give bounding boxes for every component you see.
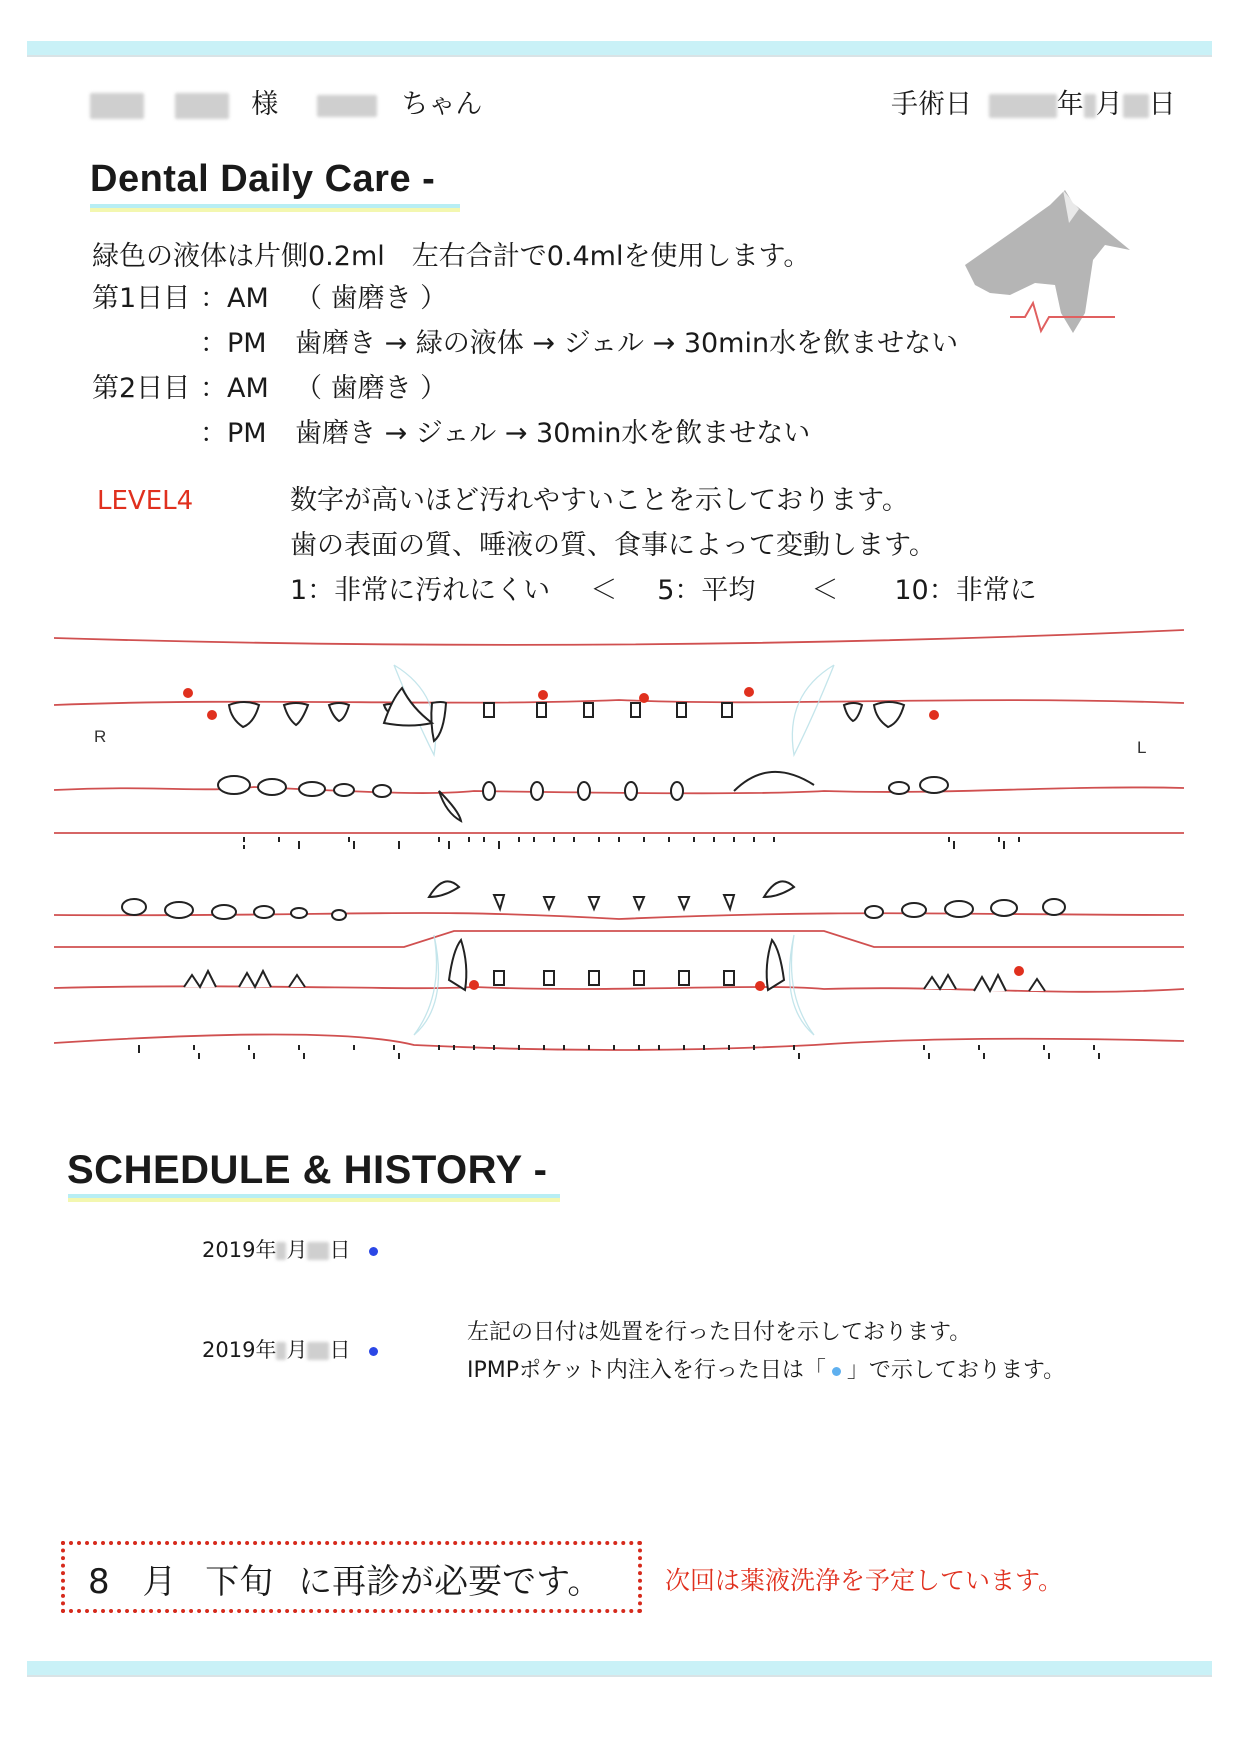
upper-incisor [537, 703, 546, 717]
tooth-outline [790, 935, 815, 1035]
chart-outline-lower-bottom [54, 1034, 1184, 1050]
schedule-time: ：AM [200, 373, 269, 404]
honorific-sama: 様 [251, 89, 279, 120]
level-label: LEVEL4 [97, 486, 194, 516]
scale-high: 10：非常に [894, 575, 1037, 606]
upper-tooth [329, 703, 349, 721]
lower-canine [449, 940, 466, 990]
schedule-row-3 [92, 366, 447, 411]
schedule-time: ：PM [200, 328, 267, 359]
lower-canine [767, 940, 784, 990]
redacted-day [307, 1242, 329, 1260]
schedule-text: （ 歯磨き ） [295, 283, 448, 314]
lower-premolar [289, 975, 305, 987]
next-visit-period: 下旬 [205, 1562, 274, 1602]
upper-canine [431, 702, 446, 741]
history-date-2 [202, 1334, 378, 1364]
lower-molar [254, 906, 274, 918]
surgery-date-label: 手術日 [891, 89, 972, 120]
upper-incisor [722, 703, 732, 717]
history-year: 2019年 [202, 1338, 277, 1362]
upper-tooth [284, 703, 308, 725]
chart-outline-upper-top [54, 630, 1184, 645]
lower-canine-tip [429, 881, 459, 897]
lower-premolar [1029, 979, 1045, 991]
scale-mid: 5：平均 [657, 575, 756, 606]
history-note-line-1: 左記の日付は処置を行った日付を示しております。 [467, 1320, 972, 1345]
upper-tooth [229, 702, 259, 727]
marked-tooth-dot [639, 693, 649, 703]
schedule-history-title: SCHEDULE & HISTORY - [67, 1148, 548, 1192]
upper-molar [373, 785, 391, 797]
history-month: 月 [286, 1338, 308, 1362]
marked-tooth-dot [469, 980, 479, 990]
surgery-date-line [891, 82, 1176, 121]
lower-incisor [724, 971, 734, 985]
chart-side-left: L [1137, 738, 1147, 757]
lower-molar [991, 900, 1017, 916]
gumline-upper [54, 700, 1184, 705]
schedule-text: 歯磨き → ジェル → 30min水を飲ませない [295, 418, 811, 449]
redacted-owner-given [175, 93, 229, 119]
history-note-prefix: IPMPポケット内注入を行った日は「 [467, 1358, 826, 1383]
redacted-day [1123, 94, 1149, 118]
upper-tooth [844, 703, 862, 721]
marked-tooth-dot [744, 687, 754, 697]
day-suffix: 日 [1148, 89, 1176, 120]
lower-molar [865, 906, 883, 918]
schedule-row-4 [92, 411, 810, 456]
history-date-1 [202, 1234, 378, 1264]
upper-molar [299, 782, 325, 796]
tooth-marker-ticks [244, 837, 1019, 849]
instruction-text: 緑色の液体は片側0.2ml 左右合計で0.4mlを使用します。 [92, 241, 811, 272]
marked-tooth-dot [755, 981, 765, 991]
schedule-day: 第1日目 [92, 283, 191, 314]
level-note-2: 歯の表面の質、唾液の質、食事によって変動します。 [290, 530, 936, 561]
lower-incisor [589, 971, 599, 985]
marked-tooth-dot [207, 710, 217, 720]
redacted-day [307, 1342, 329, 1360]
lower-incisor [634, 971, 644, 985]
scale-sep: ＜ [811, 575, 839, 606]
redacted-month [276, 1342, 286, 1360]
lower-incisor [679, 897, 689, 909]
history-note-suffix: 」で示しております。 [846, 1358, 1066, 1383]
schedule-history-title-underline [68, 1194, 560, 1202]
ipmp-injection-dot [369, 1247, 378, 1256]
chart-divider-lower [54, 931, 1184, 947]
tooth-outline [792, 665, 834, 755]
upper-incisor [677, 703, 686, 717]
upper-molar [334, 784, 354, 796]
lower-incisor [494, 971, 504, 985]
upper-incisor [584, 703, 593, 717]
honorific-chan: ちゃん [401, 89, 483, 120]
redacted-year [989, 94, 1057, 118]
lower-incisor [589, 897, 599, 909]
lower-molar [291, 908, 307, 918]
lower-molar [945, 901, 973, 917]
lower-premolar [924, 975, 956, 989]
lower-premolar [239, 971, 271, 987]
lower-incisor [679, 971, 689, 985]
top-band [27, 41, 1212, 57]
redacted-month [1084, 94, 1096, 118]
upper-incisor-occlusal [625, 782, 637, 800]
lower-incisor [494, 895, 504, 909]
gumline-lower [54, 986, 1184, 992]
level-scale [290, 568, 1037, 613]
lower-molar [332, 910, 346, 920]
lower-premolar [184, 971, 216, 987]
history-day: 日 [329, 1338, 351, 1362]
tooth-outline [414, 935, 439, 1035]
level-note-1: 数字が高いほど汚れやすいことを示しております。 [290, 485, 909, 516]
upper-incisor-occlusal [671, 782, 683, 800]
schedule-row-1 [92, 276, 447, 321]
patient-name-line [90, 82, 482, 121]
marked-tooth-dot [1014, 966, 1024, 976]
next-visit-month: 8 [88, 1562, 110, 1602]
lower-incisor [544, 971, 554, 985]
upper-tooth [874, 702, 904, 727]
lower-canine-tip [764, 881, 794, 897]
history-year: 2019年 [202, 1238, 277, 1262]
bottom-band [27, 1661, 1212, 1677]
tooth [734, 772, 814, 791]
redacted-pet-name [317, 95, 377, 117]
history-note [467, 1314, 1065, 1390]
next-visit-text [88, 1554, 601, 1603]
tooth [439, 791, 461, 821]
schedule-time: ：AM [200, 283, 269, 314]
lower-molar [212, 905, 236, 919]
redacted-owner-surname [90, 93, 144, 119]
upper-incisor-occlusal [483, 782, 495, 800]
history-note-line-2 [467, 1352, 1065, 1390]
ipmp-injection-dot [369, 1347, 378, 1356]
next-visit-plan: 次回は薬液洗浄を予定しています。 [665, 1566, 1064, 1595]
upper-molar [920, 777, 948, 793]
lower-molar [122, 899, 146, 915]
lower-incisor [634, 897, 644, 909]
upper-incisor-occlusal [531, 782, 543, 800]
next-visit-month-label: 月 [142, 1562, 177, 1602]
schedule-time: ：PM [200, 418, 267, 449]
upper-molar [218, 776, 250, 794]
lower-molar [902, 903, 926, 917]
upper-incisor [484, 703, 494, 717]
marked-tooth-dot [183, 688, 193, 698]
year-suffix: 年 [1056, 89, 1084, 120]
lower-molar [165, 902, 193, 918]
history-month: 月 [286, 1238, 308, 1262]
lower-molar [1043, 899, 1065, 915]
schedule-day: 第2日目 [92, 373, 191, 404]
schedule-text: 歯磨き → 緑の液体 → ジェル → 30min水を飲ませない [295, 328, 959, 359]
tooth-marker-ticks [139, 1045, 1099, 1059]
dental-care-title: Dental Daily Care - [90, 158, 436, 200]
upper-molar [258, 779, 286, 795]
upper-incisor-occlusal [578, 782, 590, 800]
history-day: 日 [329, 1238, 351, 1262]
chart-side-right: R [94, 727, 107, 746]
lower-incisor [544, 897, 554, 909]
scale-sep: ＜ [590, 575, 618, 606]
month-suffix: 月 [1095, 89, 1123, 120]
ipmp-legend-dot [832, 1367, 841, 1376]
schedule-row-2 [92, 321, 958, 366]
upper-incisor [631, 703, 640, 717]
upper-molar [889, 782, 909, 794]
scale-low: 1：非常に汚れにくい [290, 575, 551, 606]
marked-tooth-dot [929, 710, 939, 720]
next-visit-message: に再診が必要です。 [298, 1562, 602, 1602]
dental-chart [54, 625, 1184, 1075]
marked-tooth-dot [538, 690, 548, 700]
redacted-month [276, 1242, 286, 1260]
dental-care-title-underline [90, 204, 460, 212]
lower-incisor [724, 895, 734, 909]
schedule-text: （ 歯磨き ） [295, 373, 448, 404]
clinic-logo-dog-icon [955, 185, 1135, 345]
lower-premolar [974, 975, 1006, 991]
